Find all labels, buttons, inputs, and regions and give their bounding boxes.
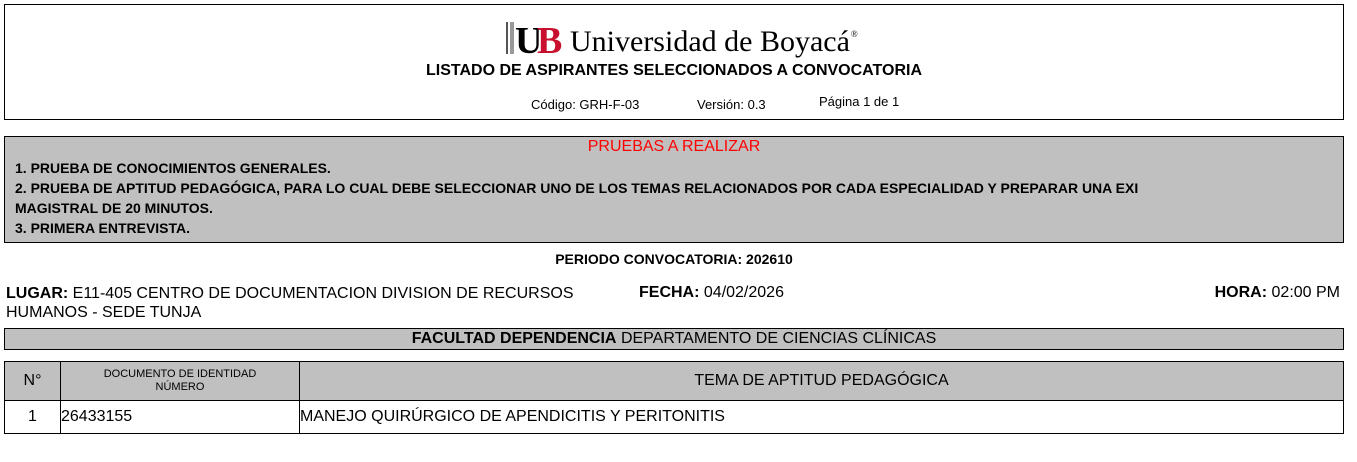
row-num-cell: 1 xyxy=(5,401,61,434)
hora-label: HORA: xyxy=(1214,284,1268,301)
lugar-label: LUGAR: xyxy=(6,285,69,302)
aspirants-table xyxy=(4,361,1344,434)
tests-title: PRUEBAS A REALIZAR xyxy=(587,138,761,155)
institution-name: Universidad de Boyacá® xyxy=(570,25,858,58)
tests-panel xyxy=(4,136,1344,243)
column-header-documento xyxy=(61,362,300,401)
ub-logo-mark-icon xyxy=(506,19,568,57)
column-header-num: N° xyxy=(5,362,61,401)
svg-text:U: U xyxy=(515,20,543,57)
column-header-tema: TEMA DE APTITUD PEDAGÓGICA xyxy=(300,362,1344,401)
facultad-value: DEPARTAMENTO DE CIENCIAS CLÍNICAS xyxy=(620,330,937,347)
tests-list xyxy=(15,158,1138,238)
test-item: 2. PRUEBA DE APTITUD PEDAGÓGICA, PARA LO CUAL DEBE SELECCIONAR UNO DE LOS TEMAS RELACIONADOS POR CADA ESPECIALIDAD Y PREPARAR UNA EXI xyxy=(15,180,1139,196)
test-item: 3. PRIMERA ENTREVISTA. xyxy=(15,220,191,236)
university-logo xyxy=(506,19,858,57)
document-version: Versión: 0.3 xyxy=(697,97,766,112)
hora-info xyxy=(1215,284,1340,302)
table-row xyxy=(5,401,1344,434)
svg-text:B: B xyxy=(537,20,563,57)
lugar-info xyxy=(6,284,596,322)
table-header-row xyxy=(5,362,1344,401)
facultad-label: FACULTAD DEPENDENCIA xyxy=(411,330,617,347)
test-item: 1. PRUEBA DE CONOCIMIENTOS GENERALES. xyxy=(15,160,331,176)
document-title: LISTADO DE ASPIRANTES SELECCIONADOS A CONVOCATORIA xyxy=(425,62,923,79)
fecha-info xyxy=(639,284,784,302)
document-header xyxy=(4,4,1344,120)
documento-header-line1: DOCUMENTO DE IDENTIDAD xyxy=(103,368,257,380)
lugar-value: E11-405 CENTRO DE DOCUMENTACION DIVISION DE RECURSOS HUMANOS - SEDE TUNJA xyxy=(6,285,574,321)
test-item: MAGISTRAL DE 20 MINUTOS. xyxy=(15,200,213,216)
row-tema-cell: MANEJO QUIRÚRGICO DE APENDICITIS Y PERITONITIS xyxy=(300,401,1344,434)
fecha-value: 04/02/2026 xyxy=(703,284,784,301)
page-number: Página 1 de 1 xyxy=(819,94,900,109)
documento-header-line2: NÚMERO xyxy=(155,381,205,393)
row-documento-cell: 26433155 xyxy=(61,401,300,434)
fecha-label: FECHA: xyxy=(639,284,700,301)
periodo-convocatoria: PERIODO CONVOCATORIA: 202610 xyxy=(555,251,793,267)
facultad-bar xyxy=(4,328,1344,350)
hora-value: 02:00 PM xyxy=(1271,284,1340,301)
document-code: Código: GRH-F-03 xyxy=(531,97,640,112)
